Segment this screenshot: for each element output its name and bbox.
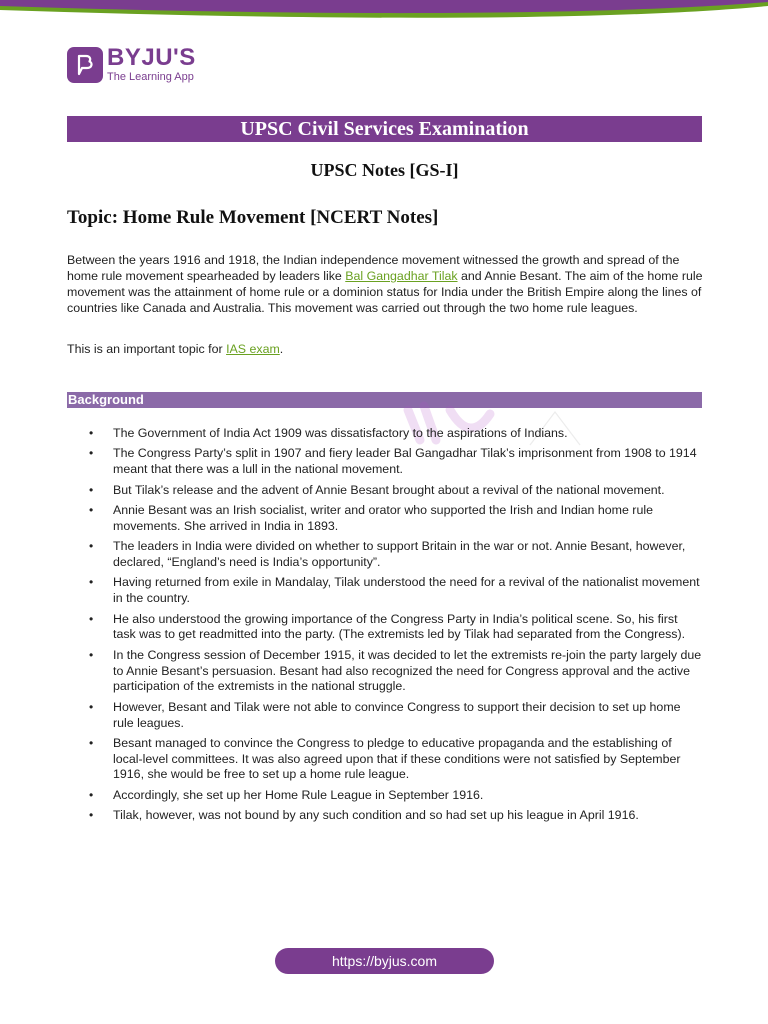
brand-tagline: The Learning App — [107, 71, 194, 83]
important-note — [67, 341, 703, 357]
bullet-dot-icon: • — [89, 787, 94, 802]
bullet-text: The Government of India Act 1909 was dissatisfactory to the aspirations of Indians. — [113, 426, 568, 440]
bullet-text: In the Congress session of December 1915, it was decided to let the extremists re-join the party largely due to Annie Besant’s persuasion. Besant had also recognized the need for Congress approval and the active participation of the extremists in the national struggle. — [113, 647, 702, 694]
bullet-dot-icon: • — [89, 502, 94, 517]
intro-text-1: Between the years 1916 and 1918, the Indian independence movement witnessed the growth and spread of the home rule movement spearheaded by leaders like — [67, 253, 680, 283]
bullet-item — [67, 446, 703, 478]
ias-exam-link[interactable]: IAS exam — [226, 342, 280, 356]
bullet-dot-icon: • — [89, 808, 94, 823]
bullet-item — [67, 736, 703, 783]
bullet-text: Accordingly, she set up her Home Rule League in September 1916. — [113, 787, 484, 802]
bullet-text: Tilak, however, was not bound by any such condition and so had set up his league in April 1916. — [113, 808, 639, 823]
tilak-link[interactable]: Bal Gangadhar Tilak — [345, 269, 458, 283]
section-heading-background: Background — [67, 392, 702, 408]
bullet-dot-icon: • — [89, 539, 94, 554]
bullet-dot-icon: • — [89, 611, 94, 626]
brand-name: BYJU'S — [107, 44, 196, 71]
intro-text-2: and Annie Besant. The aim of the home rule movement was the attainment of home rule or a dominion status for India under the British Empire along the lines of countries like Canada and Australia. This movement was carried out through the two home rule leagues. — [67, 269, 703, 315]
background-bullet-list — [67, 426, 703, 829]
bullet-text: Having returned from exile in Mandalay, Tilak understood the need for a revival of the nationalist movement in the country. — [113, 575, 700, 606]
bullet-item — [67, 808, 703, 824]
bullet-item — [67, 575, 703, 607]
notes-title: UPSC Notes [GS-I] — [310, 160, 459, 180]
bullet-dot-icon: • — [89, 426, 94, 440]
bullet-item — [67, 788, 703, 804]
bullet-text: However, Besant and Tilak were not able to convince Congress to support their decision to set up home rule leagues. — [113, 699, 681, 730]
byjus-b-icon — [67, 47, 103, 83]
bullet-dot-icon: • — [89, 446, 94, 461]
bullet-text: The Congress Party’s split in 1907 and fiery leader Bal Gangadhar Tilak’s imprisonment from 1908 to 1914 meant that there was a lull in the national movement. — [113, 446, 697, 477]
byjus-logo[interactable] — [67, 46, 196, 83]
bullet-item — [67, 483, 703, 499]
footer-url-link[interactable]: https://byjus.com — [275, 948, 494, 974]
bullet-dot-icon: • — [89, 482, 94, 497]
header-wave-decoration — [0, 0, 768, 22]
exam-title-banner: UPSC Civil Services Examination — [67, 116, 702, 142]
bullet-item — [67, 612, 703, 644]
important-suffix: . — [279, 342, 284, 356]
bullet-item — [67, 648, 703, 695]
important-prefix: This is an important topic for — [67, 342, 227, 356]
bullet-item — [67, 700, 703, 732]
bullet-dot-icon: • — [89, 647, 94, 662]
bullet-item — [67, 426, 703, 442]
bullet-text: The leaders in India were divided on whether to support Britain in the war or not. Annie Besant, however, declared, “England’s need is India’s opportunity”. — [113, 539, 686, 569]
bullet-text: Annie Besant was an Irish socialist, writer and orator who supported the Irish and Indian home rule movements. She arrived in India in 1893. — [113, 502, 653, 533]
bullet-dot-icon: • — [89, 699, 94, 714]
topic-title: Topic: Home Rule Movement [NCERT Notes] — [67, 207, 439, 228]
bullet-dot-icon: • — [89, 735, 94, 750]
bullet-text: Besant managed to convince the Congress to pledge to educative propaganda and the establishing of local-level committees. It was also agreed upon that if these conditions were not satisfied by September 1916, she would be free to set up a home rule league. — [113, 735, 681, 782]
bullet-text: He also understood the growing importance of the Congress Party in India’s political scene. So, his first task was to get readmitted into the party. (The extremists led by Tilak had separated from the Congress). — [113, 611, 686, 642]
bullet-dot-icon: • — [89, 575, 94, 590]
intro-paragraph — [67, 252, 703, 316]
bullet-item — [67, 539, 703, 571]
bullet-item — [67, 503, 703, 535]
bullet-text: But Tilak’s release and the advent of Annie Besant brought about a revival of the national movement. — [113, 482, 665, 497]
